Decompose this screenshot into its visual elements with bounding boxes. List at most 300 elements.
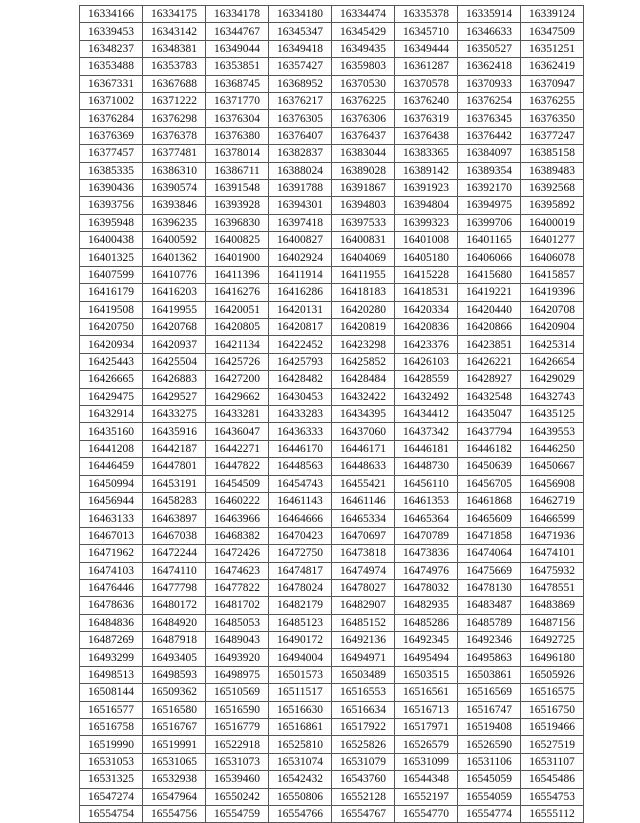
table-cell: 16406078 [521,249,584,266]
table-cell: 16475932 [521,562,584,579]
table-row [80,632,584,649]
table-cell: 16516758 [80,719,143,736]
table-row [80,179,584,196]
table-cell: 16482935 [395,597,458,614]
table-cell: 16516779 [206,719,269,736]
table-cell: 16376217 [269,92,332,109]
table-cell: 16384097 [458,145,521,162]
table-row [80,545,584,562]
table-cell: 16426654 [521,353,584,370]
table-cell: 16482907 [332,597,395,614]
table-cell: 16531074 [269,753,332,770]
table-cell: 16386310 [143,162,206,179]
table-cell: 16547274 [80,788,143,805]
table-cell: 16359803 [332,58,395,75]
table-cell: 16394301 [269,197,332,214]
table-cell: 16420934 [80,336,143,353]
table-cell: 16415680 [458,266,521,283]
table-cell: 16475669 [458,562,521,579]
table-cell: 16458283 [143,492,206,509]
table-cell: 16420750 [80,319,143,336]
table-cell: 16437794 [458,423,521,440]
table-cell: 16485152 [332,614,395,631]
table-cell: 16465609 [458,510,521,527]
table-cell: 16545059 [458,771,521,788]
table-cell: 16532938 [143,771,206,788]
table-cell: 16477798 [143,579,206,596]
table-cell: 16442187 [143,440,206,457]
table-cell: 16554756 [143,805,206,822]
table-cell: 16446170 [269,440,332,457]
table-cell: 16391867 [332,179,395,196]
table-cell: 16474101 [521,545,584,562]
table-cell: 16378014 [206,145,269,162]
table-cell: 16389028 [332,162,395,179]
table-row [80,771,584,788]
table-cell: 16433275 [143,405,206,422]
table-cell: 16477822 [206,579,269,596]
table-cell: 16371770 [206,92,269,109]
table-cell: 16391923 [395,179,458,196]
table-cell: 16346633 [458,23,521,40]
table-cell: 16377457 [80,145,143,162]
table-cell: 16376319 [395,110,458,127]
table-cell: 16487156 [521,614,584,631]
table-cell: 16425443 [80,353,143,370]
table-cell: 16357427 [269,58,332,75]
table-cell: 16411955 [332,266,395,283]
table-row [80,319,584,336]
table-row [80,145,584,162]
table-cell: 16531073 [206,753,269,770]
table-cell: 16531325 [80,771,143,788]
table-cell: 16376437 [332,127,395,144]
table-cell: 16334178 [206,6,269,23]
table-cell: 16447822 [206,458,269,475]
table-row [80,423,584,440]
table-cell: 16376442 [458,127,521,144]
table-cell: 16464666 [269,510,332,527]
table-cell: 16344767 [206,23,269,40]
table-cell: 16471858 [458,527,521,544]
table-cell: 16428927 [458,371,521,388]
table-cell: 16415857 [521,266,584,283]
table-cell: 16376254 [458,92,521,109]
table-cell: 16376240 [395,92,458,109]
table-cell: 16498513 [80,666,143,683]
table-cell: 16485286 [395,614,458,631]
table-cell: 16461146 [332,492,395,509]
table-cell: 16397533 [332,214,395,231]
table-cell: 16401325 [80,249,143,266]
table-cell: 16416203 [143,284,206,301]
table-cell: 16478032 [395,579,458,596]
table-cell: 16411914 [269,266,332,283]
table-cell: 16442271 [206,440,269,457]
table-cell: 16472750 [269,545,332,562]
table-cell: 16432914 [80,405,143,422]
table-cell: 16522918 [206,736,269,753]
table-cell: 16401900 [206,249,269,266]
table-cell: 16484920 [143,614,206,631]
table-cell: 16385335 [80,162,143,179]
table-cell: 16495494 [395,649,458,666]
table-cell: 16367688 [143,75,206,92]
table-cell: 16422452 [269,336,332,353]
table-cell: 16517971 [395,719,458,736]
table-cell: 16542432 [269,771,332,788]
table-cell: 16349044 [206,40,269,57]
table-cell: 16429475 [80,388,143,405]
table-cell: 16473818 [332,545,395,562]
table-cell: 16478130 [458,579,521,596]
table-cell: 16343142 [143,23,206,40]
table-row [80,353,584,370]
table-cell: 16516561 [395,684,458,701]
table-row [80,562,584,579]
table-cell: 16487918 [143,632,206,649]
table-cell: 16510569 [206,684,269,701]
table-cell: 16552197 [395,788,458,805]
table-cell: 16430453 [269,388,332,405]
table-cell: 16370530 [332,75,395,92]
table-cell: 16423376 [395,336,458,353]
table-cell: 16516713 [395,701,458,718]
table-cell: 16404069 [332,249,395,266]
table-cell: 16353851 [206,58,269,75]
table-cell: 16483487 [458,597,521,614]
table-cell: 16492345 [395,632,458,649]
table-cell: 16485123 [269,614,332,631]
table-cell: 16377481 [143,145,206,162]
table-cell: 16492136 [332,632,395,649]
table-row [80,232,584,249]
table-cell: 16516630 [269,701,332,718]
table-cell: 16401008 [395,232,458,249]
table-row [80,388,584,405]
table-cell: 16468382 [206,527,269,544]
table-cell: 16349418 [269,40,332,57]
table-cell: 16493920 [206,649,269,666]
table-cell: 16400592 [143,232,206,249]
table-cell: 16433283 [269,405,332,422]
table-cell: 16392170 [458,179,521,196]
table-cell: 16478636 [80,597,143,614]
table-cell: 16554766 [269,805,332,822]
table-cell: 16554759 [206,805,269,822]
table-row [80,440,584,457]
table-cell: 16467038 [143,527,206,544]
table-cell: 16420866 [458,319,521,336]
table-cell: 16495863 [458,649,521,666]
table-cell: 16503515 [395,666,458,683]
table-cell: 16487269 [80,632,143,649]
table-cell: 16526590 [458,736,521,753]
table-cell: 16489043 [206,632,269,649]
table-cell: 16544348 [395,771,458,788]
table-cell: 16472244 [143,545,206,562]
table-cell: 16474064 [458,545,521,562]
table-row [80,371,584,388]
table-cell: 16432422 [332,388,395,405]
table-cell: 16474110 [143,562,206,579]
table-cell: 16347509 [521,23,584,40]
table-cell: 16478027 [332,579,395,596]
table-row [80,75,584,92]
table-cell: 16348381 [143,40,206,57]
table-cell: 16426665 [80,371,143,388]
table-cell: 16516590 [206,701,269,718]
table-cell: 16376284 [80,110,143,127]
table-cell: 16503489 [332,666,395,683]
table-row [80,6,584,23]
table-cell: 16396830 [206,214,269,231]
table-cell: 16450667 [521,458,584,475]
table-cell: 16456705 [458,475,521,492]
table-cell: 16467013 [80,527,143,544]
table-cell: 16439553 [521,423,584,440]
table-cell: 16339124 [521,6,584,23]
table-cell: 16462719 [521,492,584,509]
table-cell: 16554774 [458,805,521,822]
table-row [80,736,584,753]
table-cell: 16427200 [206,371,269,388]
table-cell: 16394975 [458,197,521,214]
table-cell: 16446250 [521,440,584,457]
table-row [80,597,584,614]
table-cell: 16432548 [458,388,521,405]
table-cell: 16473836 [395,545,458,562]
table-cell: 16470423 [269,527,332,544]
table-cell: 16531079 [332,753,395,770]
table-cell: 16426221 [458,353,521,370]
table-cell: 16455421 [332,475,395,492]
table-cell: 16531106 [458,753,521,770]
table-cell: 16405180 [395,249,458,266]
table-cell: 16447801 [143,458,206,475]
table-cell: 16552128 [332,788,395,805]
table-cell: 16516861 [269,719,332,736]
table-cell: 16446171 [332,440,395,457]
table-cell: 16349435 [332,40,395,57]
table-row [80,701,584,718]
table-cell: 16436333 [269,423,332,440]
table-cell: 16353783 [143,58,206,75]
table-cell: 16425314 [521,336,584,353]
table-cell: 16498593 [143,666,206,683]
table-cell: 16461143 [269,492,332,509]
table-cell: 16484836 [80,614,143,631]
table-row [80,266,584,283]
table-cell: 16334474 [332,6,395,23]
table-cell: 16376378 [143,127,206,144]
table-cell: 16334175 [143,6,206,23]
table-cell: 16435047 [458,405,521,422]
table-cell: 16393756 [80,197,143,214]
table-cell: 16554753 [521,788,584,805]
table-cell: 16396235 [143,214,206,231]
table-cell: 16474974 [332,562,395,579]
table-cell: 16525826 [332,736,395,753]
table-cell: 16423298 [332,336,395,353]
table-cell: 16420051 [206,301,269,318]
table-cell: 16493299 [80,649,143,666]
table-row [80,719,584,736]
table-row [80,23,584,40]
table-cell: 16463897 [143,510,206,527]
table-cell: 16511517 [269,684,332,701]
table-cell: 16474817 [269,562,332,579]
table-cell: 16420819 [332,319,395,336]
table-cell: 16517922 [332,719,395,736]
table-cell: 16391548 [206,179,269,196]
table-cell: 16519466 [521,719,584,736]
table-row [80,805,584,822]
table-row [80,458,584,475]
table-cell: 16419508 [80,301,143,318]
table-row [80,249,584,266]
table-cell: 16554767 [332,805,395,822]
table-cell: 16454743 [269,475,332,492]
table-cell: 16554059 [458,788,521,805]
table-cell: 16415228 [395,266,458,283]
table-row [80,579,584,596]
table-cell: 16490172 [269,632,332,649]
table-cell: 16376304 [206,110,269,127]
table-cell: 16437342 [395,423,458,440]
table-cell: 16395892 [521,197,584,214]
table-row [80,284,584,301]
table-cell: 16421134 [206,336,269,353]
table-cell: 16460222 [206,492,269,509]
table-cell: 16395948 [80,214,143,231]
table-cell: 16531053 [80,753,143,770]
table-cell: 16554754 [80,805,143,822]
number-table [79,5,584,823]
table-cell: 16390574 [143,179,206,196]
table-cell: 16385158 [521,145,584,162]
table-cell: 16526579 [395,736,458,753]
table-cell: 16527519 [521,736,584,753]
table-cell: 16456908 [521,475,584,492]
table-cell: 16361287 [395,58,458,75]
table-cell: 16419955 [143,301,206,318]
table-cell: 16416179 [80,284,143,301]
table-cell: 16376306 [332,110,395,127]
table-cell: 16545486 [521,771,584,788]
table-cell: 16516577 [80,701,143,718]
table-cell: 16383365 [395,145,458,162]
table-cell: 16389142 [395,162,458,179]
table-cell: 16494971 [332,649,395,666]
table-row [80,666,584,683]
table-cell: 16454509 [206,475,269,492]
table-cell: 16437060 [332,423,395,440]
table-cell: 16461353 [395,492,458,509]
table-cell: 16420904 [521,319,584,336]
table-cell: 16456110 [395,475,458,492]
table-cell: 16465334 [332,510,395,527]
table-cell: 16418531 [395,284,458,301]
table-cell: 16394804 [395,197,458,214]
table-cell: 16531065 [143,753,206,770]
table-cell: 16423851 [458,336,521,353]
table-cell: 16416276 [206,284,269,301]
table-cell: 16416286 [269,284,332,301]
table-cell: 16554770 [395,805,458,822]
table-row [80,614,584,631]
table-cell: 16434395 [332,405,395,422]
table-cell: 16433281 [206,405,269,422]
table-cell: 16435916 [143,423,206,440]
table-cell: 16401362 [143,249,206,266]
table-row [80,527,584,544]
table-cell: 16492346 [458,632,521,649]
table-cell: 16400825 [206,232,269,249]
table-cell: 16348237 [80,40,143,57]
table-cell: 16376350 [521,110,584,127]
table-cell: 16388024 [269,162,332,179]
table-cell: 16406066 [458,249,521,266]
table-cell: 16376438 [395,127,458,144]
table-cell: 16334180 [269,6,332,23]
table-row [80,214,584,231]
table-cell: 16389483 [521,162,584,179]
table-cell: 16493405 [143,649,206,666]
table-cell: 16345710 [395,23,458,40]
table-cell: 16432492 [395,388,458,405]
table-cell: 16446459 [80,458,143,475]
table-cell: 16450994 [80,475,143,492]
table-cell: 16382837 [269,145,332,162]
table-cell: 16420334 [395,301,458,318]
table-row [80,110,584,127]
table-cell: 16391788 [269,179,332,196]
number-table-body [80,6,584,823]
table-cell: 16420280 [332,301,395,318]
table-cell: 16441208 [80,440,143,457]
table-cell: 16367331 [80,75,143,92]
table-cell: 16428559 [395,371,458,388]
table-cell: 16519991 [143,736,206,753]
table-cell: 16410776 [143,266,206,283]
table-cell: 16370933 [458,75,521,92]
table-cell: 16466599 [521,510,584,527]
table-row [80,405,584,422]
table-cell: 16429527 [143,388,206,405]
table-cell: 16362418 [458,58,521,75]
table-row [80,40,584,57]
table-cell: 16476446 [80,579,143,596]
table-cell: 16496180 [521,649,584,666]
table-cell: 16394803 [332,197,395,214]
table-cell: 16419221 [458,284,521,301]
table-row [80,475,584,492]
table-cell: 16418183 [332,284,395,301]
table-cell: 16420817 [269,319,332,336]
table-cell: 16335914 [458,6,521,23]
table-row [80,301,584,318]
table-cell: 16498975 [206,666,269,683]
table-cell: 16485053 [206,614,269,631]
table-cell: 16474623 [206,562,269,579]
table-cell: 16471962 [80,545,143,562]
table-cell: 16448730 [395,458,458,475]
table-row [80,510,584,527]
table-row [80,788,584,805]
table-row [80,684,584,701]
table-cell: 16492725 [521,632,584,649]
